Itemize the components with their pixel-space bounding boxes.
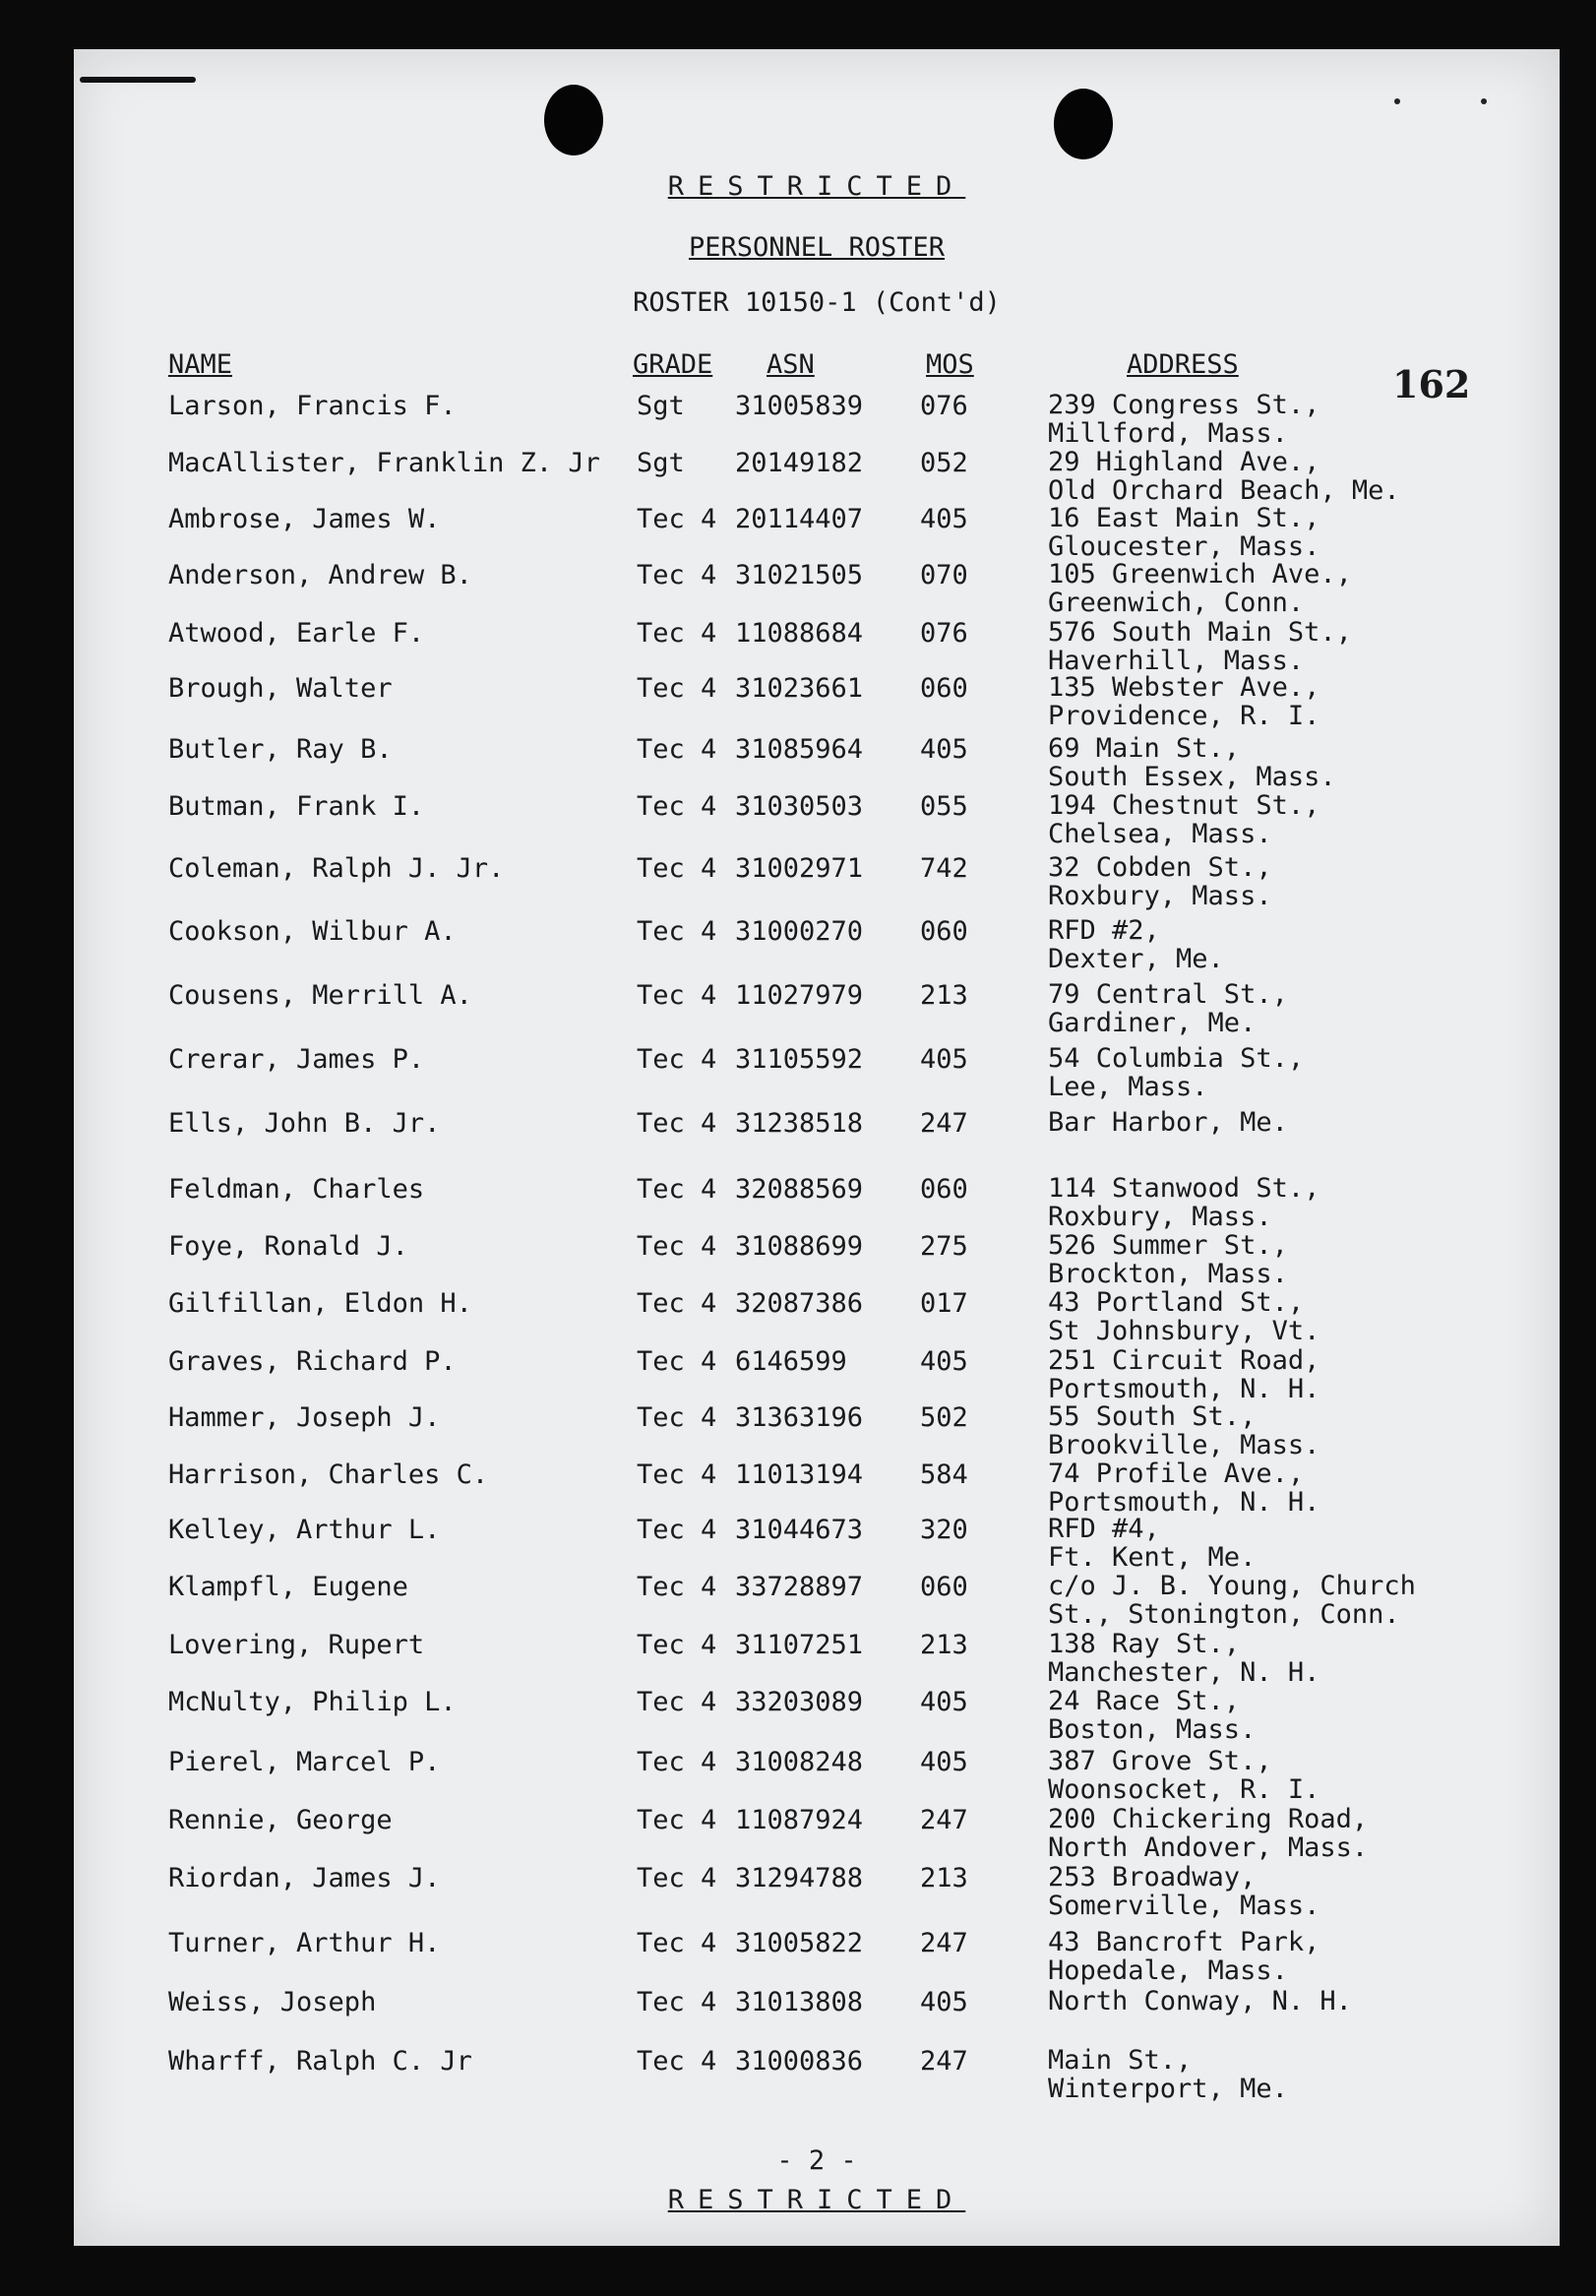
cell-address bbox=[1048, 980, 1288, 1037]
cell-name: Ells, John B. Jr. bbox=[168, 1108, 441, 1139]
cell-asn: 20114407 bbox=[735, 504, 864, 534]
cell-address bbox=[1048, 618, 1352, 675]
cell-name: Rennie, George bbox=[168, 1805, 393, 1835]
cell-grade: Tec 4 bbox=[637, 980, 717, 1011]
cell-grade: Tec 4 bbox=[637, 504, 717, 534]
table-row bbox=[74, 734, 1560, 797]
address-line-1: 74 Profile Ave., bbox=[1048, 1458, 1305, 1489]
cell-address bbox=[1048, 1174, 1320, 1231]
cell-grade: Tec 4 bbox=[637, 1459, 717, 1490]
cell-address bbox=[1048, 1044, 1304, 1101]
table-row bbox=[74, 673, 1560, 736]
cell-grade: Tec 4 bbox=[637, 1630, 717, 1660]
cell-grade: Tec 4 bbox=[637, 1108, 717, 1139]
cell-name: Brough, Walter bbox=[168, 673, 393, 704]
speck bbox=[1481, 98, 1487, 104]
address-line-2: Greenwich, Conn. bbox=[1048, 588, 1305, 618]
cell-asn: 31000836 bbox=[735, 2046, 864, 2077]
cell-address bbox=[1048, 1987, 1352, 2016]
column-header-grade: GRADE bbox=[633, 349, 713, 380]
address-line-1: 138 Ray St., bbox=[1048, 1629, 1241, 1659]
cell-address bbox=[1048, 391, 1320, 448]
page-stamp-number: 162 bbox=[1392, 362, 1471, 406]
address-line-2: North Andover, Mass. bbox=[1048, 1832, 1369, 1863]
cell-name: Pierel, Marcel P. bbox=[168, 1747, 441, 1777]
cell-name: Atwood, Earle F. bbox=[168, 618, 425, 649]
address-line-1: Bar Harbor, Me. bbox=[1048, 1107, 1288, 1138]
cell-mos: 405 bbox=[920, 1044, 968, 1075]
address-line-2: Dexter, Me. bbox=[1048, 944, 1224, 974]
cell-asn: 32087386 bbox=[735, 1288, 864, 1319]
address-line-1: 387 Grove St., bbox=[1048, 1746, 1272, 1776]
cell-asn: 31105592 bbox=[735, 1044, 864, 1075]
address-line-1: 54 Columbia St., bbox=[1048, 1043, 1305, 1074]
cell-name: Crerar, James P. bbox=[168, 1044, 425, 1075]
cell-mos: 247 bbox=[920, 1108, 968, 1139]
cell-mos: 213 bbox=[920, 1630, 968, 1660]
document-title: PERSONNEL ROSTER bbox=[688, 232, 946, 263]
cell-name: Feldman, Charles bbox=[168, 1174, 425, 1205]
cell-name: MacAllister, Franklin Z. Jr bbox=[168, 448, 600, 478]
cell-name: Weiss, Joseph bbox=[168, 1987, 377, 2017]
cell-address bbox=[1048, 673, 1320, 730]
cell-name: Cookson, Wilbur A. bbox=[168, 916, 457, 947]
cell-mos: 275 bbox=[920, 1231, 968, 1262]
cell-mos: 247 bbox=[920, 1928, 968, 1958]
cell-mos: 405 bbox=[920, 1747, 968, 1777]
cell-mos: 320 bbox=[920, 1515, 968, 1545]
cell-grade: Tec 4 bbox=[637, 1174, 717, 1205]
cell-address bbox=[1048, 1572, 1416, 1629]
address-line-1: 251 Circuit Road, bbox=[1048, 1345, 1320, 1376]
address-line-1: 239 Congress St., bbox=[1048, 390, 1320, 420]
address-line-2: Somerville, Mass. bbox=[1048, 1891, 1320, 1921]
cell-asn: 6146599 bbox=[735, 1346, 847, 1377]
cell-name: Butler, Ray B. bbox=[168, 734, 393, 765]
cell-mos: 060 bbox=[920, 1174, 968, 1205]
cell-asn: 31000270 bbox=[735, 916, 864, 947]
address-line-2: Hopedale, Mass. bbox=[1048, 1955, 1288, 1986]
cell-asn: 33203089 bbox=[735, 1687, 864, 1717]
cell-grade: Tec 4 bbox=[637, 2046, 717, 2077]
table-row bbox=[74, 1515, 1560, 1578]
cell-address bbox=[1048, 1108, 1288, 1137]
cell-asn: 32088569 bbox=[735, 1174, 864, 1205]
address-line-2: Millford, Mass. bbox=[1048, 418, 1288, 449]
address-line-1: RFD #2, bbox=[1048, 915, 1160, 946]
cell-grade: Tec 4 bbox=[637, 1805, 717, 1835]
cell-asn: 31005839 bbox=[735, 391, 864, 421]
cell-name: Hammer, Joseph J. bbox=[168, 1402, 441, 1433]
cell-grade: Tec 4 bbox=[637, 1288, 717, 1319]
address-line-1: 16 East Main St., bbox=[1048, 503, 1320, 533]
address-line-2: Roxbury, Mass. bbox=[1048, 1202, 1272, 1232]
cell-grade: Tec 4 bbox=[637, 618, 717, 649]
table-row bbox=[74, 1630, 1560, 1693]
cell-address bbox=[1048, 1288, 1320, 1345]
cell-mos: 247 bbox=[920, 2046, 968, 2077]
table-row bbox=[74, 448, 1560, 511]
address-line-2: St., Stonington, Conn. bbox=[1048, 1599, 1400, 1630]
cell-mos: 213 bbox=[920, 980, 968, 1011]
cell-name: Larson, Francis F. bbox=[168, 391, 457, 421]
cell-grade: Tec 4 bbox=[637, 1928, 717, 1958]
cell-mos: 247 bbox=[920, 1805, 968, 1835]
cell-name: Coleman, Ralph J. Jr. bbox=[168, 853, 505, 884]
address-line-1: Main St., bbox=[1048, 2045, 1193, 2076]
cell-name: Ambrose, James W. bbox=[168, 504, 441, 534]
table-row bbox=[74, 618, 1560, 681]
cell-asn: 31002971 bbox=[735, 853, 864, 884]
address-line-1: North Conway, N. H. bbox=[1048, 1986, 1352, 2017]
address-line-1: 253 Broadway, bbox=[1048, 1862, 1257, 1893]
document-page bbox=[74, 49, 1560, 2246]
cell-asn: 31044673 bbox=[735, 1515, 864, 1545]
cell-name: Wharff, Ralph C. Jr bbox=[168, 2046, 472, 2077]
address-line-2: Woonsocket, R. I. bbox=[1048, 1774, 1320, 1805]
cell-mos: 584 bbox=[920, 1459, 968, 1490]
cell-address bbox=[1048, 1630, 1320, 1687]
cell-asn: 31021505 bbox=[735, 560, 864, 590]
cell-address bbox=[1048, 1231, 1288, 1288]
table-row bbox=[74, 1346, 1560, 1409]
address-line-2: Portsmouth, N. H. bbox=[1048, 1487, 1320, 1518]
address-line-2: Brookville, Mass. bbox=[1048, 1430, 1320, 1460]
cell-asn: 31085964 bbox=[735, 734, 864, 765]
cell-address bbox=[1048, 1515, 1256, 1572]
address-line-2: Old Orchard Beach, Me. bbox=[1048, 475, 1400, 506]
cell-asn: 11088684 bbox=[735, 618, 864, 649]
address-line-1: 79 Central St., bbox=[1048, 979, 1288, 1010]
address-line-1: c/o J. B. Young, Church bbox=[1048, 1571, 1416, 1601]
cell-name: Riordan, James J. bbox=[168, 1863, 441, 1893]
table-row bbox=[74, 1174, 1560, 1237]
page-footer-number: - 2 - bbox=[776, 2145, 857, 2176]
address-line-2: Chelsea, Mass. bbox=[1048, 819, 1272, 849]
cell-mos: 060 bbox=[920, 916, 968, 947]
cell-asn: 31238518 bbox=[735, 1108, 864, 1139]
cell-address bbox=[1048, 2046, 1288, 2103]
column-header-name: NAME bbox=[168, 349, 233, 380]
cell-name: Harrison, Charles C. bbox=[168, 1459, 489, 1490]
cell-grade: Tec 4 bbox=[637, 673, 717, 704]
address-line-1: 43 Bancroft Park, bbox=[1048, 1927, 1320, 1957]
cell-name: Gilfillan, Eldon H. bbox=[168, 1288, 472, 1319]
cell-address bbox=[1048, 1747, 1320, 1804]
address-line-1: 135 Webster Ave., bbox=[1048, 672, 1320, 703]
cell-grade: Tec 4 bbox=[637, 1687, 717, 1717]
classification-footer: RESTRICTED bbox=[667, 2185, 966, 2215]
roster-number: ROSTER 10150-1 (Cont'd) bbox=[633, 287, 1001, 318]
cell-address bbox=[1048, 791, 1320, 848]
cell-grade: Tec 4 bbox=[637, 560, 717, 590]
cell-grade: Tec 4 bbox=[637, 1346, 717, 1377]
address-line-1: 576 South Main St., bbox=[1048, 617, 1352, 648]
cell-asn: 31013808 bbox=[735, 1987, 864, 2017]
cell-mos: 405 bbox=[920, 734, 968, 765]
table-row bbox=[74, 1928, 1560, 1991]
cell-grade: Tec 4 bbox=[637, 1572, 717, 1602]
address-line-1: 114 Stanwood St., bbox=[1048, 1173, 1320, 1204]
table-row bbox=[74, 1288, 1560, 1351]
cell-mos: 060 bbox=[920, 673, 968, 704]
cell-address bbox=[1048, 1346, 1320, 1403]
cell-mos: 076 bbox=[920, 618, 968, 649]
address-line-1: 24 Race St., bbox=[1048, 1686, 1241, 1716]
table-row bbox=[74, 1805, 1560, 1868]
table-row bbox=[74, 980, 1560, 1043]
punch-hole-right bbox=[1054, 89, 1113, 159]
address-line-1: 194 Chestnut St., bbox=[1048, 790, 1320, 821]
table-row bbox=[74, 504, 1560, 567]
cell-address bbox=[1048, 1928, 1320, 1985]
cell-address bbox=[1048, 448, 1400, 505]
address-line-2: Manchester, N. H. bbox=[1048, 1657, 1320, 1688]
ink-mark bbox=[80, 77, 196, 83]
cell-mos: 060 bbox=[920, 1572, 968, 1602]
speck bbox=[1394, 98, 1400, 104]
address-line-2: Gardiner, Me. bbox=[1048, 1008, 1257, 1038]
address-line-2: Gloucester, Mass. bbox=[1048, 531, 1320, 562]
cell-mos: 742 bbox=[920, 853, 968, 884]
column-header-address: ADDRESS bbox=[1127, 349, 1239, 380]
cell-asn: 31005822 bbox=[735, 1928, 864, 1958]
address-line-2: Lee, Mass. bbox=[1048, 1072, 1208, 1102]
cell-address bbox=[1048, 1687, 1256, 1744]
table-row bbox=[74, 1044, 1560, 1107]
cell-name: Cousens, Merrill A. bbox=[168, 980, 472, 1011]
address-line-2: Portsmouth, N. H. bbox=[1048, 1374, 1320, 1404]
cell-name: Lovering, Rupert bbox=[168, 1630, 425, 1660]
cell-grade: Tec 4 bbox=[637, 1863, 717, 1893]
cell-mos: 076 bbox=[920, 391, 968, 421]
cell-name: Kelley, Arthur L. bbox=[168, 1515, 441, 1545]
address-line-1: 200 Chickering Road, bbox=[1048, 1804, 1369, 1834]
cell-name: Anderson, Andrew B. bbox=[168, 560, 472, 590]
cell-name: Butman, Frank I. bbox=[168, 791, 425, 822]
table-row bbox=[74, 916, 1560, 979]
cell-address bbox=[1048, 734, 1336, 791]
cell-mos: 070 bbox=[920, 560, 968, 590]
table-row bbox=[74, 1402, 1560, 1465]
cell-grade: Sgt bbox=[637, 448, 685, 478]
table-row bbox=[74, 2046, 1560, 2109]
address-line-2: Boston, Mass. bbox=[1048, 1714, 1257, 1745]
table-row bbox=[74, 1863, 1560, 1926]
address-line-1: 32 Cobden St., bbox=[1048, 852, 1272, 883]
table-row bbox=[74, 1987, 1560, 2050]
table-row bbox=[74, 1687, 1560, 1750]
cell-name: Graves, Richard P. bbox=[168, 1346, 457, 1377]
cell-grade: Tec 4 bbox=[637, 791, 717, 822]
cell-address bbox=[1048, 853, 1272, 910]
address-line-1: 526 Summer St., bbox=[1048, 1230, 1288, 1261]
address-line-2: South Essex, Mass. bbox=[1048, 762, 1336, 792]
address-line-2: Providence, R. I. bbox=[1048, 701, 1320, 731]
cell-asn: 31363196 bbox=[735, 1402, 864, 1433]
cell-asn: 11027979 bbox=[735, 980, 864, 1011]
address-line-1: 29 Highland Ave., bbox=[1048, 447, 1320, 477]
cell-mos: 405 bbox=[920, 1346, 968, 1377]
cell-address bbox=[1048, 1863, 1320, 1920]
cell-grade: Tec 4 bbox=[637, 1747, 717, 1777]
cell-asn: 31088699 bbox=[735, 1231, 864, 1262]
table-row bbox=[74, 1231, 1560, 1294]
address-line-2: Roxbury, Mass. bbox=[1048, 881, 1272, 911]
cell-asn: 31294788 bbox=[735, 1863, 864, 1893]
cell-grade: Tec 4 bbox=[637, 1402, 717, 1433]
cell-name: Foye, Ronald J. bbox=[168, 1231, 408, 1262]
cell-asn: 33728897 bbox=[735, 1572, 864, 1602]
cell-asn: 11013194 bbox=[735, 1459, 864, 1490]
cell-address bbox=[1048, 504, 1320, 561]
table-row bbox=[74, 1572, 1560, 1635]
address-line-2: Winterport, Me. bbox=[1048, 2074, 1288, 2104]
address-line-1: 43 Portland St., bbox=[1048, 1287, 1305, 1318]
punch-hole-left bbox=[544, 85, 603, 155]
address-line-2: Ft. Kent, Me. bbox=[1048, 1542, 1257, 1573]
cell-address bbox=[1048, 560, 1352, 617]
cell-asn: 31107251 bbox=[735, 1630, 864, 1660]
classification-header: RESTRICTED bbox=[667, 171, 966, 202]
cell-mos: 213 bbox=[920, 1863, 968, 1893]
cell-name: McNulty, Philip L. bbox=[168, 1687, 457, 1717]
cell-asn: 11087924 bbox=[735, 1805, 864, 1835]
cell-name: Klampfl, Eugene bbox=[168, 1572, 408, 1602]
cell-mos: 055 bbox=[920, 791, 968, 822]
column-header-mos: MOS bbox=[926, 349, 974, 380]
cell-grade: Tec 4 bbox=[637, 734, 717, 765]
table-row bbox=[74, 1747, 1560, 1810]
cell-grade: Sgt bbox=[637, 391, 685, 421]
cell-asn: 31008248 bbox=[735, 1747, 864, 1777]
cell-mos: 405 bbox=[920, 1987, 968, 2017]
cell-asn: 31023661 bbox=[735, 673, 864, 704]
cell-grade: Tec 4 bbox=[637, 1515, 717, 1545]
table-row bbox=[74, 853, 1560, 916]
cell-mos: 405 bbox=[920, 1687, 968, 1717]
address-line-1: 55 South St., bbox=[1048, 1401, 1257, 1432]
cell-asn: 31030503 bbox=[735, 791, 864, 822]
cell-grade: Tec 4 bbox=[637, 1231, 717, 1262]
cell-grade: Tec 4 bbox=[637, 1044, 717, 1075]
table-row bbox=[74, 1108, 1560, 1171]
cell-mos: 502 bbox=[920, 1402, 968, 1433]
column-header-asn: ASN bbox=[767, 349, 815, 380]
cell-grade: Tec 4 bbox=[637, 916, 717, 947]
address-line-2: St Johnsbury, Vt. bbox=[1048, 1316, 1320, 1346]
cell-asn: 20149182 bbox=[735, 448, 864, 478]
table-row bbox=[74, 1459, 1560, 1522]
address-line-1: 105 Greenwich Ave., bbox=[1048, 559, 1352, 590]
cell-mos: 052 bbox=[920, 448, 968, 478]
cell-mos: 405 bbox=[920, 504, 968, 534]
address-line-1: RFD #4, bbox=[1048, 1514, 1160, 1544]
cell-grade: Tec 4 bbox=[637, 853, 717, 884]
table-row bbox=[74, 391, 1560, 454]
address-line-2: Brockton, Mass. bbox=[1048, 1259, 1288, 1289]
cell-address bbox=[1048, 1805, 1368, 1862]
cell-name: Turner, Arthur H. bbox=[168, 1928, 441, 1958]
address-line-1: 69 Main St., bbox=[1048, 733, 1241, 764]
cell-address bbox=[1048, 916, 1224, 973]
table-row bbox=[74, 791, 1560, 854]
cell-address bbox=[1048, 1459, 1320, 1517]
cell-grade: Tec 4 bbox=[637, 1987, 717, 2017]
table-row bbox=[74, 560, 1560, 623]
cell-address bbox=[1048, 1402, 1320, 1459]
address-line-2: Haverhill, Mass. bbox=[1048, 646, 1305, 676]
cell-mos: 017 bbox=[920, 1288, 968, 1319]
